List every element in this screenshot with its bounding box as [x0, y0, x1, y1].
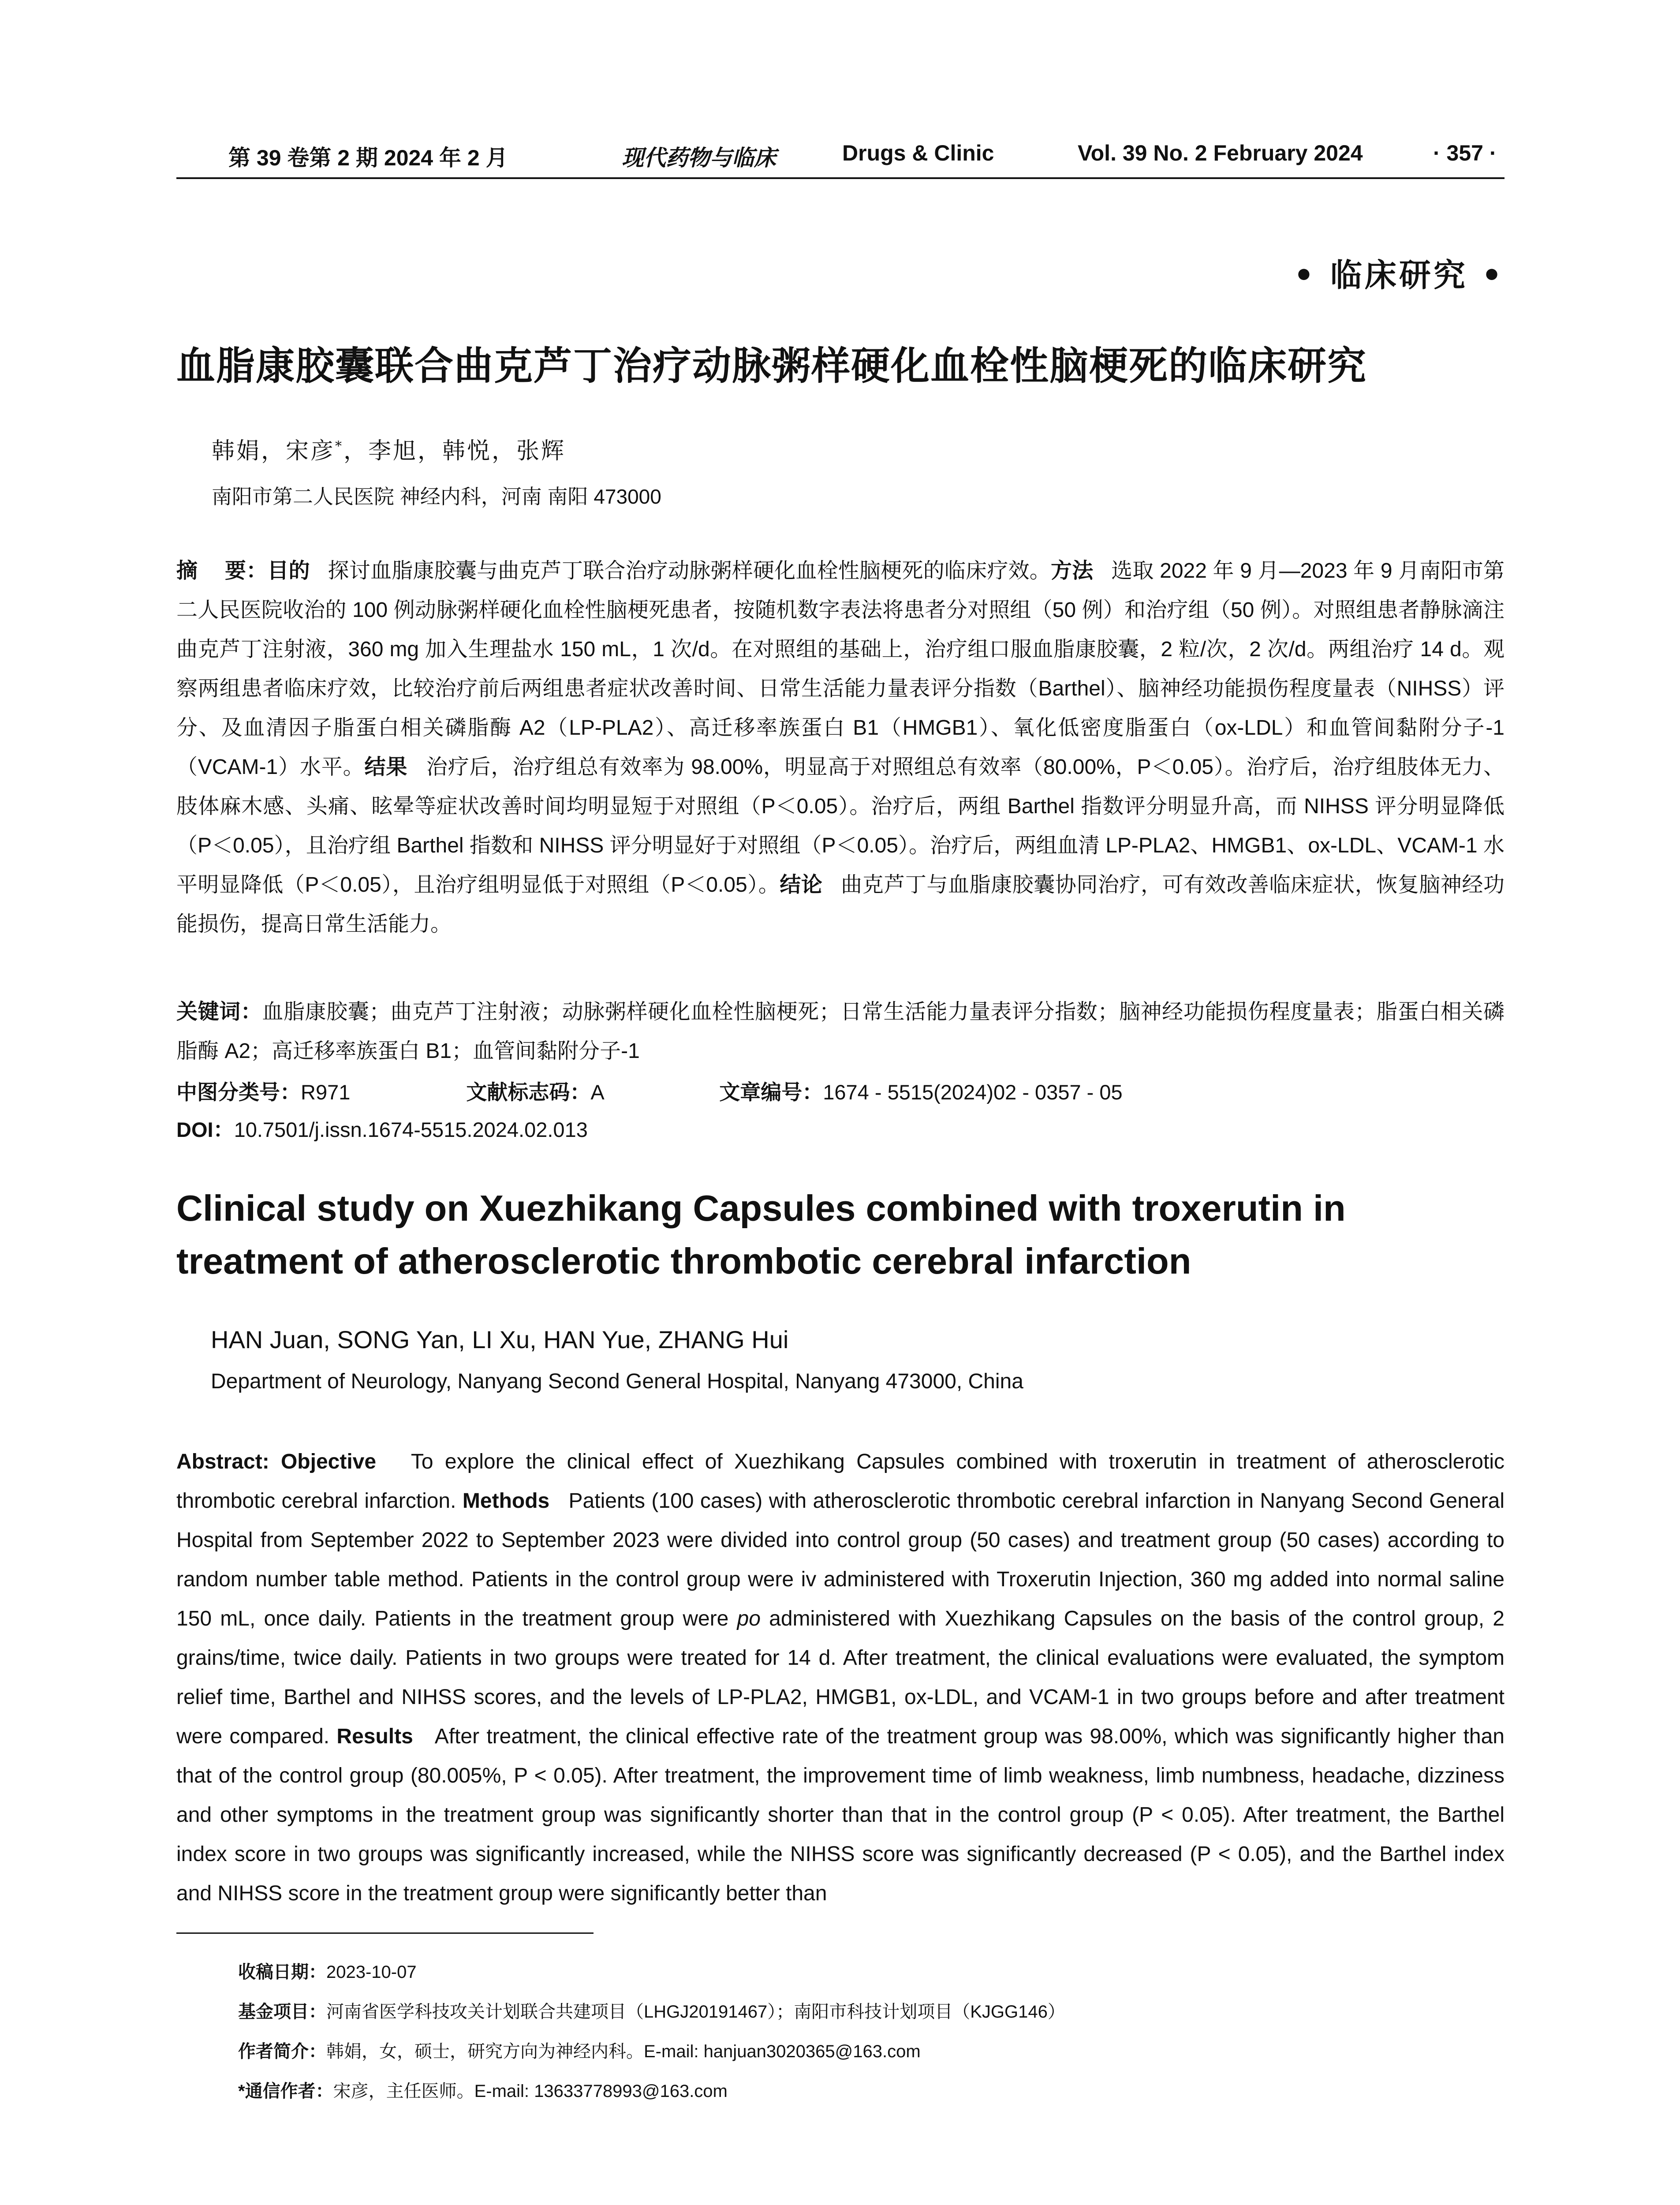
en-title: Clinical study on Xuezhikang Capsules combined with troxerutin in treatment of atherosclerotic thrombotic cerebral infarction [176, 1188, 1346, 1282]
footnote-rule [176, 1932, 594, 1934]
en-methods-label: Methods [462, 1489, 550, 1513]
zh-affiliation: 南阳市第二人民医院 神经内科，河南 南阳 473000 [212, 485, 661, 508]
running-header [176, 140, 1505, 176]
classification-line: 中图分类号：R971 文献标志码：A 文章编号：1674 - 5515(2024)02 - 0357 - 05 [176, 1080, 1123, 1104]
header-page-number: · 357 · [1433, 141, 1497, 165]
en-abstract: Abstract: Objective To explore the clinical effect of Xuezhikang Capsules combined with troxerutin in treatment of atherosclerotic thrombotic cerebral infarction. Methods Patients (100 cases) with atherosclerotic thrombotic cerebral infarction in Nanyang Second General Hospital from September 2022 to September 2023 were divided into control group (50 cases) and treatment group (50 cases) according to random number table method. Patients in the control group were iv administered with Troxerutin Injection, 360 mg added into normal saline 150 mL, once daily. Patients in the treatment group were po administered with Xuezhikang Capsules on the basis of the control group, 2 grains/time, twice daily. Patients in two groups were treated for 14 d. After treatment, the clinical evaluations were evaluated, the symptom relief time, Barthel and NIHSS scores, and the levels of LP-PLA2, HMGB1, ox-LDL, and VCAM-1 in two groups before and after treatment were compared. Results After treatment, the clinical effective rate of the treatment group was 98.00%, which was significantly higher than that of the control group (80.005%, P < 0.05). After treatment, the improvement time of limb weakness, limb numbness, headache, dizziness and other symptoms in the treatment group was significantly shorter than that in the control group (P < 0.05). After treatment, the Barthel index score in two groups was significantly increased, while the NIHSS score was significantly decreased (P < 0.05), and the Barthel index and NIHSS score in the treatment group were significantly better than [176, 1450, 1505, 1905]
zh-keywords: 关键词：血脂康胶囊；曲克芦丁注射液；动脉粥样硬化血栓性脑梗死；日常生活能力量表评分指数；脑神经功能损伤程度量表；脂蛋白相关磷脂酶 A2；高迁移率族蛋白 B1；血管间黏附分子-1 [176, 1000, 1505, 1063]
zh-results-label: 结果 [364, 755, 408, 779]
corresponding-mark: * [335, 438, 344, 454]
section-tag: • 临床研究 • [1293, 256, 1505, 294]
zh-keywords-label: 关键词： [176, 1000, 262, 1024]
header-issue-en: Vol. 39 No. 2 February 2024 [1078, 141, 1363, 165]
header-journal-en: Drugs & Clinic [842, 141, 994, 165]
header-rule [176, 177, 1505, 179]
doi-value: 10.7501/j.issn.1674-5515.2024.02.013 [234, 1118, 588, 1141]
en-authors: HAN Juan, SONG Yan, LI Xu, HAN Yue, ZHANG Hui [211, 1326, 789, 1353]
footnote-author-bio: 作者简介：韩娟，女，硕士，研究方向为神经内科。E-mail: hanjuan3020365@163.com [238, 2042, 921, 2061]
footnote-received: 收稿日期：2023-10-07 [238, 1962, 417, 1982]
zh-authors: 韩娟，宋彦*，李旭，韩悦，张辉 [212, 438, 566, 464]
zh-methods-label: 方法 [1051, 559, 1094, 583]
footnote-corresponding: *通信作者：宋彦，主任医师。E-mail: 13633778993@163.com [238, 2082, 728, 2101]
zh-abstract-label: 摘 要：目的 [176, 559, 310, 583]
en-results-label: Results [336, 1725, 413, 1748]
en-affiliation: Department of Neurology, Nanyang Second General Hospital, Nanyang 473000, China [211, 1370, 1023, 1393]
footnote-fund: 基金项目：河南省医学科技攻关计划联合共建项目（LHGJ20191467）；南阳市科技计划项目（KJGG146） [238, 2002, 1065, 2022]
zh-title: 血脂康胶囊联合曲克芦丁治疗动脉粥样硬化血栓性脑梗死的临床研究 [176, 344, 1367, 388]
zh-abstract: 摘 要：目的 探讨血脂康胶囊与曲克芦丁联合治疗动脉粥样硬化血栓性脑梗死的临床疗效。方法 选取 2022 年 9 月—2023 年 9 月南阳市第二人民医院收治的 100 例动脉粥样硬化血栓性脑梗死患者，按随机数字表法将患者分对照组（50 例）和治疗组（50 例）。对照组患者静脉滴注曲克芦丁注射液，360 mg 加入生理盐水 150 mL，1 次/d。在对照组的基础上，治疗组口服血脂康胶囊，2 粒/次，2 次/d。两组治疗 14 d。观察两组患者临床疗效，比较治疗前后两组患者症状改善时间、日常生活能力量表评分指数（Barthel）、脑神经功能损伤程度量表（NIHSS）评分、及血清因子脂蛋白相关磷脂酶 A2（LP-PLA2）、高迁移率族蛋白 B1（HMGB1）、氧化低密度脂蛋白（ox-LDL）和血管间黏附分子-1（VCAM-1）水平。结果 治疗后，治疗组总有效率为 98.00%，明显高于对照组总有效率（80.00%，P＜0.05）。治疗后，治疗组肢体无力、肢体麻木感、头痛、眩晕等症状改善时间均明显短于对照组（P＜0.05）。治疗后，两组 Barthel 指数评分明显升高，而 NIHSS 评分明显降低（P＜0.05），且治疗组 Barthel 指数和 NIHSS 评分明显好于对照组（P＜0.05）。治疗后，两组血清 LP-PLA2、HMGB1、ox-LDL、VCAM-1 水平明显降低（P＜0.05），且治疗组明显低于对照组（P＜0.05）。结论 曲克芦丁与血脂康胶囊协同治疗，可有效改善临床症状，恢复脑神经功能损伤，提高日常生活能力。 [176, 559, 1505, 936]
header-issue-cn: 第 39 卷第 2 期 2024 年 2 月 [228, 146, 508, 170]
doi-line: DOI：10.7501/j.issn.1674-5515.2024.02.013 [176, 1118, 588, 1141]
zh-conclusion-label: 结论 [780, 873, 823, 897]
header-journal-cn: 现代药物与临床 [622, 145, 776, 171]
en-abstract-label: Abstract: Objective [176, 1450, 377, 1473]
